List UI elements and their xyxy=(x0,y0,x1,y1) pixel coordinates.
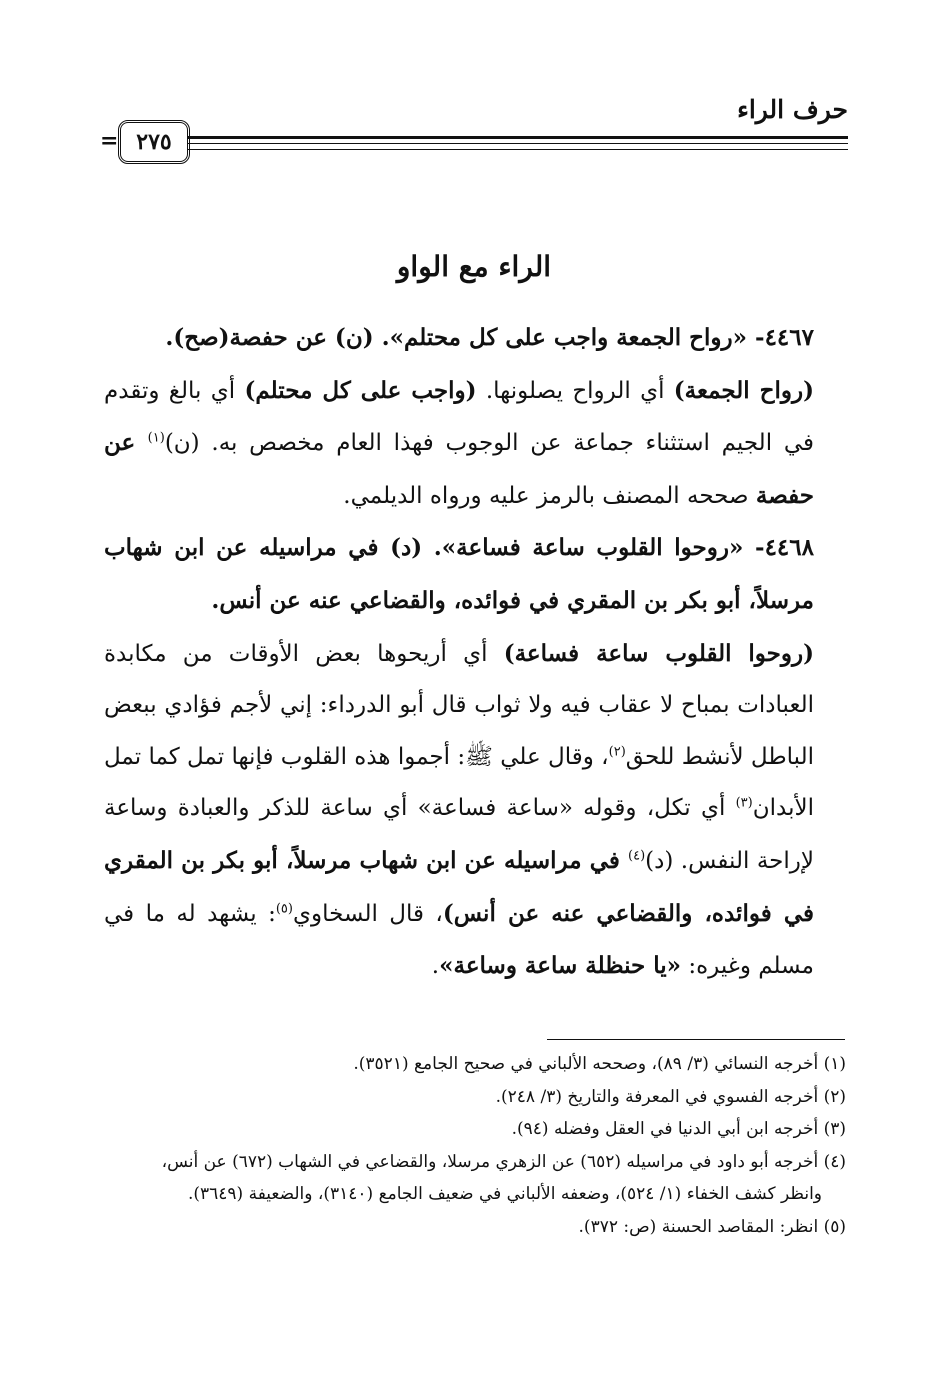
page-number: ٢٧٥ xyxy=(118,120,190,164)
commentary-text: ، قال السخاوي xyxy=(292,900,443,927)
quoted-phrase: «يا حنظلة ساعة وساعة» xyxy=(439,952,682,980)
hadith-4467 xyxy=(104,312,846,365)
commentary-text: ، وقال علي ﷺ: أجموا هذه القلوب فإنها تمل كما تمل الأبدان xyxy=(104,743,814,822)
footnote-marker[interactable]: (٤) xyxy=(628,848,646,864)
footnote-1: (١) أخرجه النسائي (٣/ ٨٩)، وصححه الألباني في صحيح الجامع (٣٥٢١). xyxy=(353,1054,846,1074)
commentary-4468 xyxy=(104,628,846,993)
page-number-ornament: = xyxy=(100,128,119,154)
hadith-text: ٤٤٦٨- «روحوا القلوب ساعة فساعة». (د) في مراسيله عن ابن شهاب مرسلاً، أبو بكر بن المقري في فوائده، والقضاعي عنه عن أنس. xyxy=(104,534,814,614)
footnote-4: (٤) أخرجه أبو داود في مراسيله (٦٥٢) عن الزهري مرسلا، والقضاعي في الشهاب (٦٧٢) عن أنس، xyxy=(161,1151,846,1172)
quoted-phrase: عن حفصة xyxy=(104,429,814,509)
hadith-4468 xyxy=(104,522,846,627)
quoted-phrase: (رواح الجمعة) xyxy=(673,376,814,404)
commentary-4467 xyxy=(104,365,846,523)
commentary-text: . xyxy=(431,953,440,980)
footnote-5: (٥) انظر: المقاصد الحسنة (ص: ٣٧٢). xyxy=(578,1216,846,1237)
footnote-3: (٣) أخرجه ابن أبي الدنيا في العقل وفضله (٩٤). xyxy=(511,1119,846,1140)
commentary-text: أي بالغ وتقدم في الجيم استثناء جماعة عن الوجوب فهذا العام مخصص به. (ن) xyxy=(104,377,814,457)
footnote-2: (٢) أخرجه الفسوي في المعرفة والتاريخ (٣/ ٢٤٨). xyxy=(495,1086,846,1107)
footnote-marker[interactable]: (٣) xyxy=(735,795,753,811)
running-title: حرف الراء xyxy=(737,95,848,124)
footnote-marker[interactable]: (١) xyxy=(147,430,165,446)
commentary-text: أي أريحوها بعض الأوقات من مكابدة العبادات بمباح لا عقاب فيه ولا ثواب قال أبو الدرداء: إني لأجم فؤادي ببعض الباطل لأنشط للحق xyxy=(104,640,814,770)
commentary-text: صححه المصنف بالرمز عليه ورواه الديلمي. xyxy=(343,482,756,509)
quoted-phrase: (روحوا القلوب ساعة فساعة) xyxy=(503,639,814,667)
quoted-phrase: (واجب على كل محتلم) xyxy=(244,376,477,404)
footnotes xyxy=(104,1048,846,1244)
commentary-text: : يشهد له ما في مسلم وغيره: xyxy=(104,900,814,980)
footnote-marker[interactable]: (٢) xyxy=(608,744,626,760)
quoted-phrase: في مراسيله عن ابن شهاب مرسلاً، أبو بكر بن المقري في فوائده، والقضاعي عنه عن أنس) xyxy=(104,846,814,927)
hadith-text: ٤٤٦٧- «رواح الجمعة واجب على كل محتلم». (ن) عن حفصة(صح). xyxy=(165,324,814,351)
section-heading: الراء مع الواو xyxy=(396,250,552,283)
commentary-text: أي الرواح يصلونها. xyxy=(476,377,674,404)
header-rule xyxy=(188,136,848,150)
footnote-separator xyxy=(547,1039,845,1040)
footnote-4-continued: وانظر كشف الخفاء (١/ ٥٢٤)، وضعفه الألباني في ضعيف الجامع (٣١٤٠)، والضعيفة (٣٦٤٩). xyxy=(187,1184,822,1205)
footnote-marker[interactable]: (٥) xyxy=(275,900,293,916)
main-text xyxy=(104,312,846,993)
commentary-text: أي تكل، وقوله «ساعة فساعة» أي ساعة للذكر والعبادة وساعة لإراحة النفس. (د) xyxy=(104,795,814,874)
